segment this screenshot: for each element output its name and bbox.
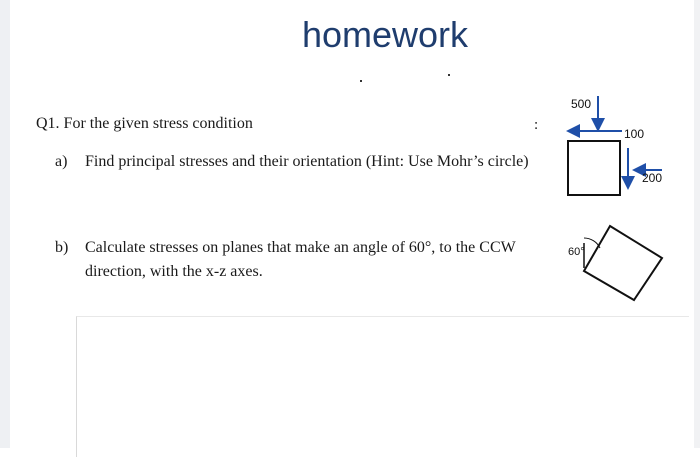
label-200: 200 — [642, 171, 663, 185]
part-label: b) — [55, 239, 69, 256]
label-60-deg: 60° — [568, 246, 585, 258]
part-text: direction, with the x-z axes. — [85, 263, 263, 280]
question-colon: : — [534, 117, 539, 133]
label-100: 100 — [624, 127, 645, 141]
part-text: Find principal stresses and their orientation (Hint: Use Mohr’s circle) — [85, 153, 529, 170]
label-500: 500 — [571, 97, 592, 111]
part-text: Calculate stresses on planes that make an angle of 60°, to the CCW — [85, 239, 516, 256]
right-scrollbar-track[interactable] — [694, 0, 700, 448]
part-label: a) — [55, 153, 68, 170]
answer-area[interactable] — [76, 316, 689, 457]
rotated-element — [584, 226, 662, 300]
question-heading: Q1. For the given stress condition — [36, 115, 253, 132]
stray-mark — [360, 80, 362, 82]
stress-element-figure — [556, 88, 678, 318]
stress-element-square — [568, 141, 620, 195]
stray-mark — [448, 74, 450, 76]
left-margin-strip — [0, 0, 10, 448]
page-title: homework — [301, 14, 469, 55]
